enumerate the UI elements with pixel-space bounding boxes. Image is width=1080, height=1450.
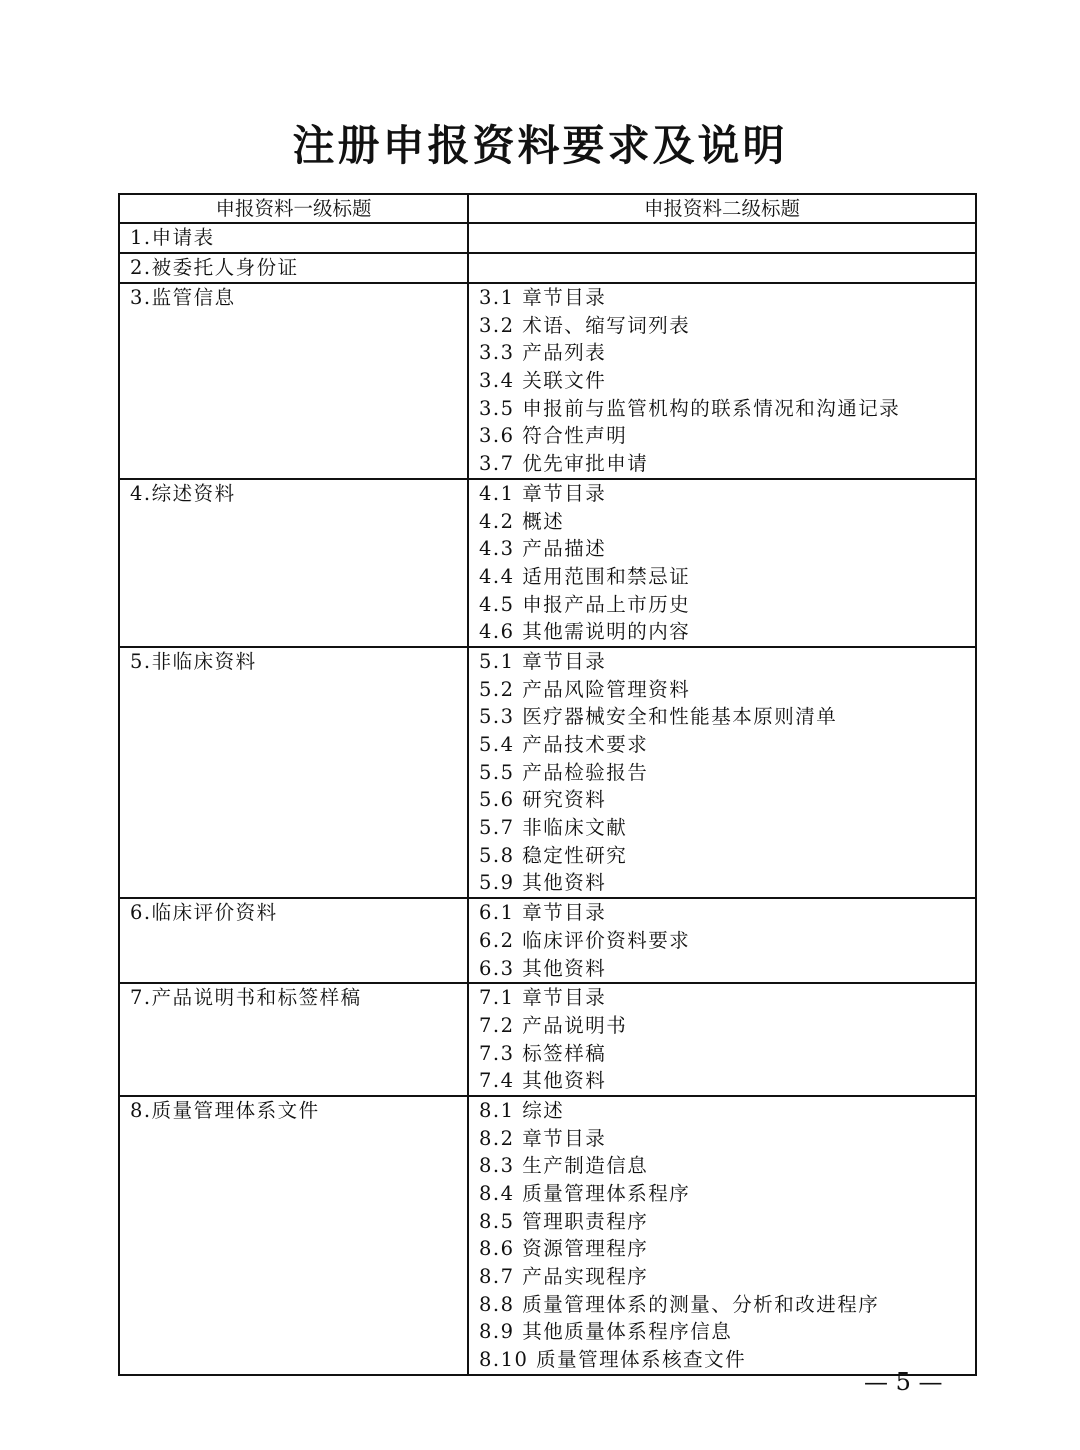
level2-item: 8.6 资源管理程序 [479,1237,649,1261]
table-header-row [119,194,976,223]
level2-item: 4.4 适用范围和禁忌证 [479,564,691,588]
table-row [119,983,976,1096]
level2-item: 7.1 章节目录 [479,986,607,1010]
level2-item: 3.5 申报前与监管机构的联系情况和沟通记录 [479,396,901,420]
level2-item: 8.8 质量管理体系的测量、分析和改进程序 [479,1292,880,1316]
level1-cell [119,983,468,1096]
level2-item: 3.7 优先审批申请 [479,452,649,476]
level2-item: 5.3 医疗器械安全和性能基本原则清单 [479,705,838,729]
level1-title: 5.非临床资料 [130,649,257,673]
level2-item: 5.4 产品技术要求 [479,733,649,756]
table-row [119,647,976,898]
table-row [119,223,976,253]
level2-item: 7.2 产品说明书 [479,1013,628,1037]
level2-cell [468,983,976,1096]
level2-item: 5.8 稳定性研究 [479,843,628,867]
level1-cell [119,223,468,253]
table-row [119,253,976,283]
level2-item: 3.3 产品列表 [479,341,607,365]
level2-item: 8.9 其他质量体系程序信息 [479,1320,733,1344]
level2-item: 8.10 质量管理体系核查文件 [479,1348,747,1372]
level2-item: 5.7 非临床文献 [479,816,628,840]
level2-cell [468,253,976,283]
level1-cell [119,253,468,283]
level1-cell [119,898,468,983]
level1-title: 1.申请表 [130,226,215,249]
level2-item: 3.4 关联文件 [479,369,607,393]
level1-title: 6.临床评价资料 [130,901,278,925]
level2-item: 4.2 概述 [479,509,565,533]
level1-cell [119,283,468,479]
level2-item: 6.1 章节目录 [479,901,607,925]
table-body [119,223,976,1375]
level1-title: 4.综述资料 [130,481,236,505]
level2-item: 5.5 产品检验报告 [479,760,649,784]
level1-title: 3.监管信息 [130,286,236,309]
level2-item: 4.5 申报产品上市历史 [479,592,691,616]
level2-item: 4.3 产品描述 [479,537,607,561]
level1-cell [119,479,468,647]
level1-title: 2.被委托人身份证 [130,256,299,279]
level2-item: 6.3 其他资料 [479,956,607,980]
level2-cell [468,1096,976,1375]
level2-item: 4.1 章节目录 [479,481,607,505]
level2-item: 3.6 符合性声明 [479,424,628,448]
level2-item: 5.2 产品风险管理资料 [479,677,691,701]
level2-cell [468,283,976,479]
table-row [119,283,976,479]
level2-item: 8.5 管理职责程序 [479,1209,649,1233]
level2-cell [468,898,976,983]
level2-cell [468,647,976,898]
level2-item: 8.1 综述 [479,1098,565,1122]
requirements-table [118,193,977,1376]
level1-cell [119,647,468,898]
level2-item: 7.4 其他资料 [479,1069,607,1093]
level2-item: 5.9 其他资料 [479,871,607,895]
level2-item: 6.2 临床评价资料要求 [479,928,691,952]
level1-title: 8.质量管理体系文件 [130,1098,320,1122]
table-row [119,479,976,647]
table-row [119,898,976,983]
level2-item: 8.3 生产制造信息 [479,1154,649,1178]
header-level1: 申报资料一级标题 [119,194,468,223]
table-row [119,1096,976,1375]
level2-item: 3.2 术语、缩写词列表 [479,313,691,337]
level2-item: 3.1 章节目录 [479,286,607,309]
level2-item: 5.6 研究资料 [479,788,607,812]
level2-item: 8.7 产品实现程序 [479,1265,649,1289]
level2-cell [468,479,976,647]
level2-item: 4.6 其他需说明的内容 [479,620,691,644]
level1-title: 7.产品说明书和标签样稿 [130,986,362,1010]
level2-item: 8.2 章节目录 [479,1126,607,1150]
document-title: 注册申报资料要求及说明 [292,121,788,170]
level2-item: 5.1 章节目录 [479,649,607,673]
page-number: — 5 — [864,1368,943,1396]
level1-cell [119,1096,468,1375]
header-level2: 申报资料二级标题 [468,194,976,223]
level2-item: 8.4 质量管理体系程序 [479,1182,691,1205]
level2-cell [468,223,976,253]
level2-item: 7.3 标签样稿 [479,1041,607,1065]
